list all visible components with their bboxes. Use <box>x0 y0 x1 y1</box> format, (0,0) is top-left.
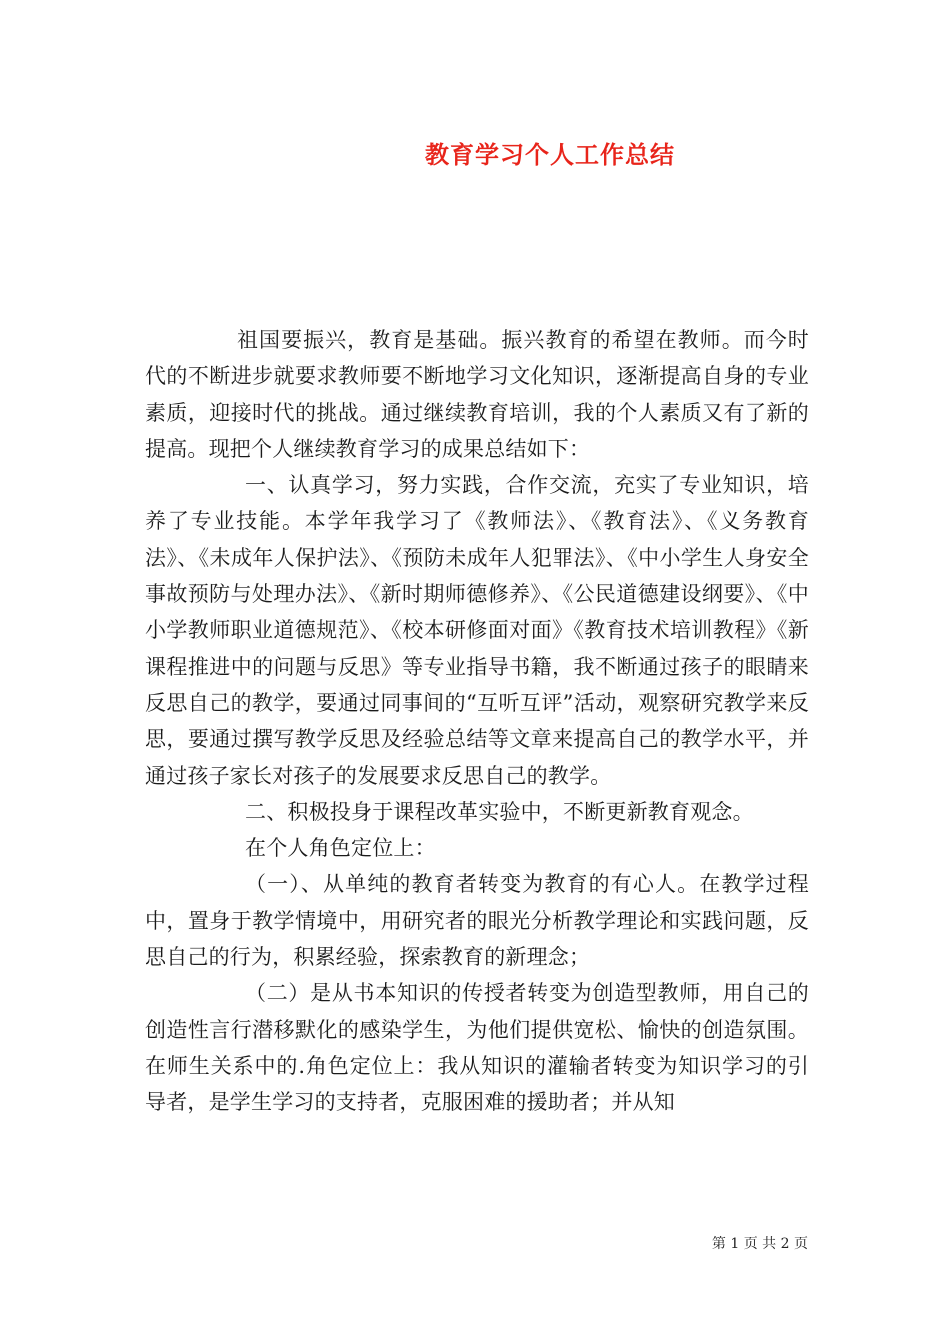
paragraph-intro: 祖国要振兴，教育是基础。振兴教育的希望在教师。而今时代的不断进步就要求教师要不断地学习文化知识，逐渐提高自身的专业素质，迎接时代的挑战。通过继续教育培训，我的个人素质又有了新的提高。现把个人继续教育学习的成果总结如下： <box>145 328 809 461</box>
paragraph-role-1: （一）、从单纯的教育者转变为教育的有心人。在教学过程中，置身于教学情境中，用研究者的眼光分析教学理论和实践问题，反思自己的行为，积累经验，探索教育的新理念； <box>145 872 809 970</box>
page-number: 第 1 页 共 2 页 <box>711 1236 808 1252</box>
paragraph-section-1: 一、认真学习，努力实践，合作交流，充实了专业知识，培养了专业技能。本学年我学习了《教师法》、《教育法》、《义务教育法》、《未成年人保护法》、《预防未成年人犯罪法》、《中小学生人身安全事故预防与处理办法》、《新时期师德修养》、《公民道德建设纲要》、《中小学教师职业道德规范》、《校本研修面对面》《教育技术培训教程》《新课程推进中的问题与反思》等专业指导书籍，我不断通过孩子的眼睛来反思自己的教学，要通过同事间的“互听互评”活动，观察研究教学来反思，要通过撰写教学反思及经验总结等文章来提高自己的教学水平，并通过孩子家长对孩子的发展要求反思自己的教学。 <box>145 473 809 788</box>
paragraph-role-2: （二）是从书本知识的传授者转变为创造型教师，用自己的创造性言行潜移默化的感染学生，为他们提供宽松、愉快的创造氛围。在师生关系中的.角色定位上：我从知识的灌输者转变为知识学习的引导者，是学生学习的支持者，克服困难的援助者；并从知 <box>145 981 809 1115</box>
document-body <box>145 322 809 1121</box>
paragraph-section-2: 二、积极投身于课程改革实验中，不断更新教育观念。 <box>245 799 754 824</box>
document-title: 教育学习个人工作总结 <box>425 140 675 169</box>
paragraph-role-heading: 在个人角色定位上： <box>245 836 436 861</box>
